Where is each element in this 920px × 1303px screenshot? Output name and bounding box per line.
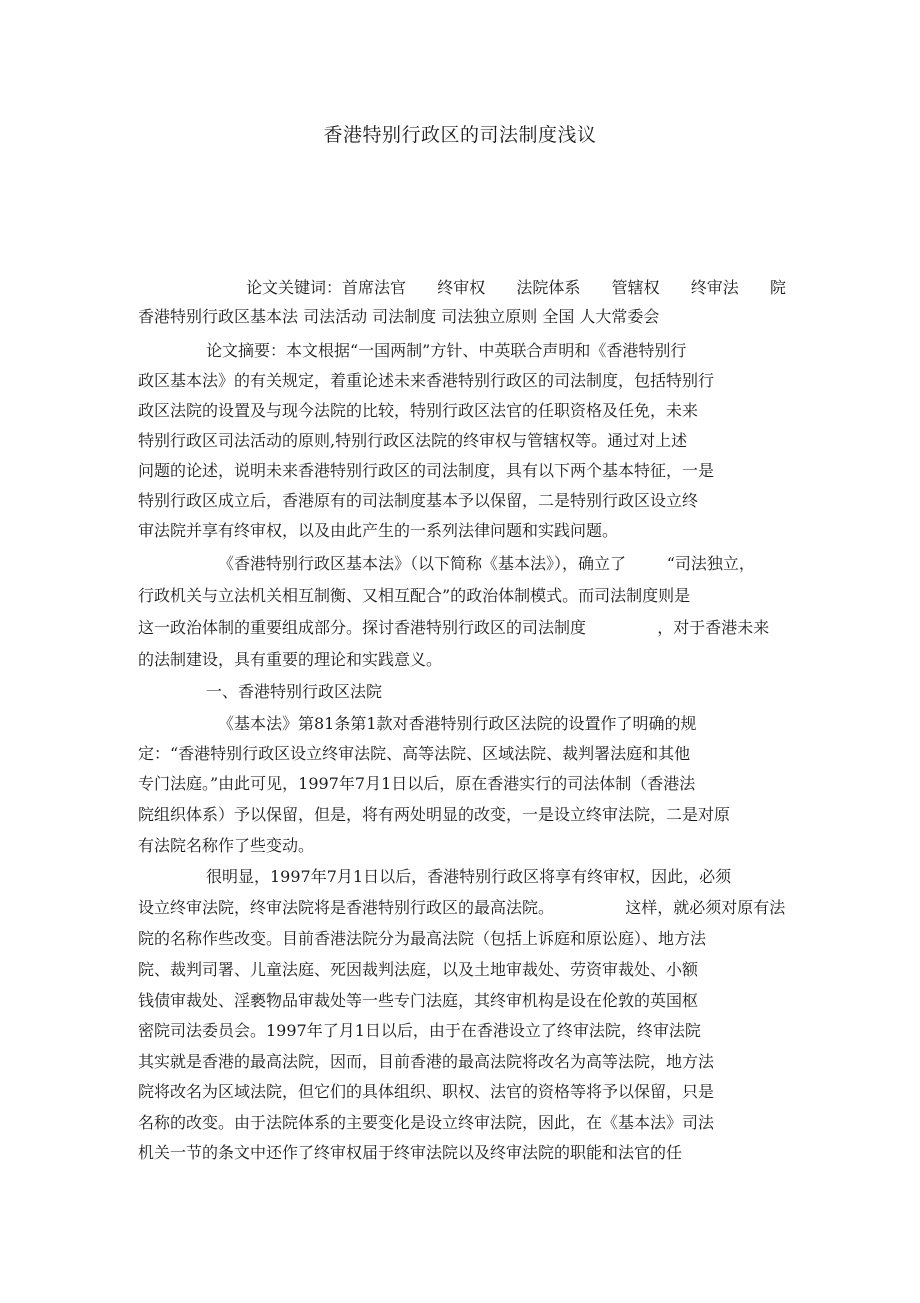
document-title: 香港特别行政区的司法制度浅议 xyxy=(323,124,597,146)
body-line: 行政机关与立法机关相互制衡、又相互配合”的政治体制模式。而司法制度则是 xyxy=(138,586,691,605)
keywords-row-1 xyxy=(246,277,786,299)
abstract-line: 问题的论述，说明未来香港特别行政区的司法制度，具有以下两个基本特征，一是 xyxy=(138,461,715,480)
body-line: 钱债审裁处、淫褻物品审裁处等一些专门法庭，其终审机构是设在伦敦的英国枢 xyxy=(138,991,699,1010)
body-line: 《香港特别行政区基本法》（以下简称《基本法》），确立了 “司法独立， xyxy=(218,554,755,573)
body-line: 很明显，1997年7月1日以后，香港特别行政区将享有终审权，因此，必须 xyxy=(206,867,732,886)
abstract-line: 特别行政区成立后，香港原有的司法制度基本予以保留，二是特别行政区设立终 xyxy=(138,491,699,510)
body-line: 名称的改变。由于法院体系的主要变化是设立终审法院，因此，在《基本法》司法 xyxy=(138,1113,715,1132)
body-line: 院组织体系）予以保留，但是，将有两处明显的改变，一是设立终审法院，二是对原 xyxy=(138,805,731,824)
body-line: 《基本法》第81条第1款对香港特别行政区法院的设置作了明确的规 xyxy=(218,714,697,733)
body-line: 密院司法委员会。1997年了月1日以后，由于在香港设立了终审法院，终审法院 xyxy=(138,1021,701,1040)
body-line: 的法制建设，具有重要的理论和实践意义。 xyxy=(138,650,443,669)
abstract-line: 论文摘要：本文根据“一国两制”方针、中英联合声明和《香港特别行 xyxy=(206,341,687,360)
keyword-item: 终审权 xyxy=(437,278,486,297)
keyword-item: 终审法 xyxy=(690,278,739,297)
abstract-line: 特别行政区司法活动的原则,特别行政区法院的终审权与管辖权等。通过对上述 xyxy=(138,431,688,450)
keyword-item: 管辖权 xyxy=(611,278,660,297)
body-line: 设立终审法院，终审法院将是香港特别行政区的最高法院。 这样，就必须对原有法 xyxy=(138,898,786,917)
body-line: 定：“香港特别行政区设立终审法院、高等法院、区域法院、裁判署法庭和其他 xyxy=(138,744,691,763)
keyword-item: 院 xyxy=(769,278,786,297)
body-line: 有法院名称作了些变动。 xyxy=(138,836,315,855)
body-line: 这一政治体制的重要组成部分。探讨香港特别行政区的司法制度 ，对于香港未来 xyxy=(138,618,770,637)
body-line: 专门法庭。”由此可见，1997年7月1日以后，原在香港实行的司法体制（香港法 xyxy=(138,774,696,793)
abstract-line: 政区法院的设置及与现今法院的比较，特别行政区法官的任职资格及任免，未来 xyxy=(138,401,699,420)
section-heading: 一、香港特别行政区法院 xyxy=(206,682,383,701)
abstract-line: 审法院并享有终审权，以及由此产生的一系列法律问题和实践问题。 xyxy=(138,521,619,540)
body-line: 其实就是香港的最高法院，因而，目前香港的最高法院将改名为高等法院，地方法 xyxy=(138,1052,715,1071)
body-line: 机关一节的条文中还作了终审权届于终审法院以及终审法院的职能和法官的任 xyxy=(138,1143,683,1162)
body-line: 院的名称作些改变。目前香港法院分为最高法院（包括上诉庭和原讼庭）、地方法 xyxy=(138,929,707,948)
body-line: 院、裁判司署、儿童法庭、死因裁判法庭，以及土地审裁处、劳资审裁处、小额 xyxy=(138,960,699,979)
keywords-label: 论文关键词：首席法官 xyxy=(246,278,407,297)
abstract-line: 政区基本法》的有关规定，着重论述未来香港特别行政区的司法制度，包括特别行 xyxy=(138,371,715,390)
keyword-item: 法院体系 xyxy=(516,278,581,297)
keywords-row-2: 香港特别行政区基本法 司法活动 司法制度 司法独立原则 全国 人大常委会 xyxy=(138,307,660,326)
body-line: 院将改名为区域法院，但它们的具体组织、职权、法官的资格等将予以保留，只是 xyxy=(138,1082,715,1101)
